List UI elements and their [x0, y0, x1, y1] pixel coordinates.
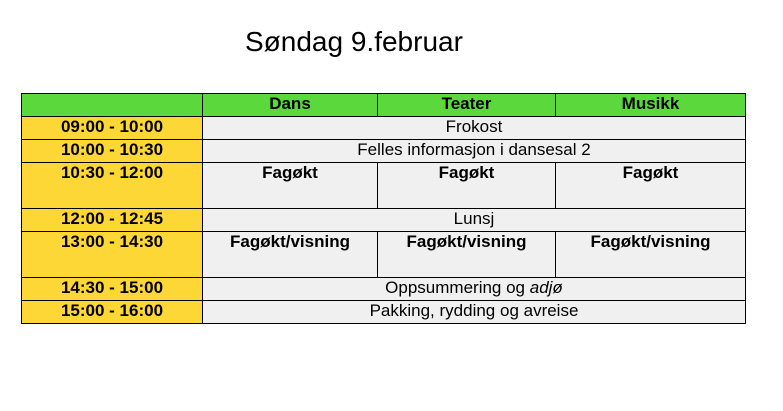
time-cell: 12:00 - 12:45	[22, 209, 203, 232]
activity-text-italic: adjø	[529, 278, 563, 297]
column-header-teater: Teater	[378, 94, 556, 117]
column-header-dans: Dans	[203, 94, 378, 117]
activity-cell-musikk: Fagøkt/visning	[556, 232, 746, 278]
time-cell: 09:00 - 10:00	[22, 117, 203, 140]
activity-cell	[203, 278, 746, 301]
activity-cell-teater: Fagøkt/visning	[378, 232, 556, 278]
activity-cell: Felles informasjon i dansesal 2	[203, 140, 746, 163]
activity-cell: Pakking, rydding og avreise	[203, 301, 746, 324]
header-corner-cell	[22, 94, 203, 117]
activity-cell: Frokost	[203, 117, 746, 140]
time-cell: 10:00 - 10:30	[22, 140, 203, 163]
table-row	[22, 278, 746, 301]
table-row	[22, 117, 746, 140]
time-cell: 13:00 - 14:30	[22, 232, 203, 278]
table-header-row	[22, 94, 746, 117]
schedule-table	[21, 93, 746, 324]
table-row	[22, 301, 746, 324]
activity-cell: Lunsj	[203, 209, 746, 232]
table-row	[22, 209, 746, 232]
table-row	[22, 163, 746, 209]
page-title: Søndag 9.februar	[245, 26, 463, 57]
activity-cell-dans: Fagøkt	[203, 163, 378, 209]
time-cell: 15:00 - 16:00	[22, 301, 203, 324]
table-row	[22, 140, 746, 163]
activity-cell-teater: Fagøkt	[378, 163, 556, 209]
activity-cell-dans: Fagøkt/visning	[203, 232, 378, 278]
activity-cell-musikk: Fagøkt	[556, 163, 746, 209]
activity-text: Oppsummering og	[385, 278, 530, 297]
time-cell: 14:30 - 15:00	[22, 278, 203, 301]
table-row	[22, 232, 746, 278]
column-header-musikk: Musikk	[556, 94, 746, 117]
time-cell: 10:30 - 12:00	[22, 163, 203, 209]
